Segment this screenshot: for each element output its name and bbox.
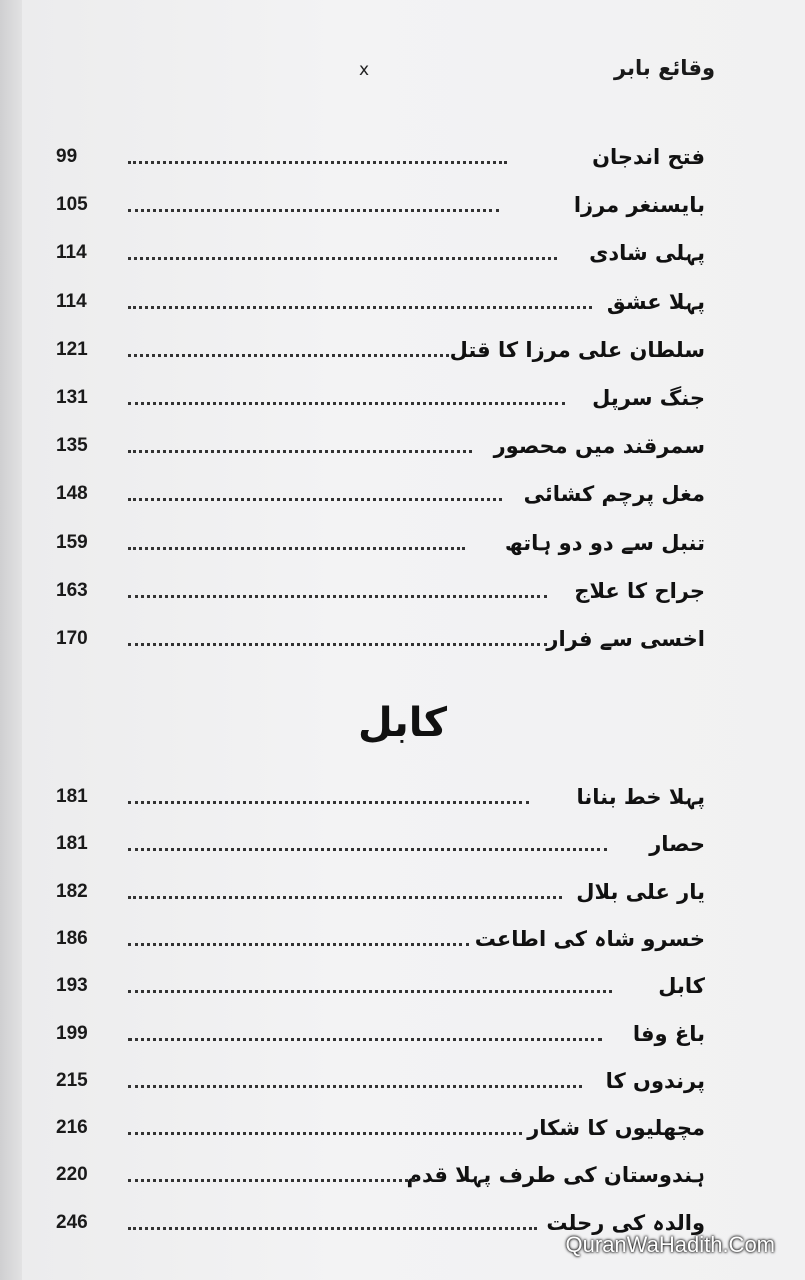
section-heading: کابل: [357, 700, 447, 746]
toc-page-number: 121: [56, 338, 88, 360]
toc-leader-dots: [128, 848, 607, 851]
toc-leader-dots: [128, 257, 557, 260]
toc-entry: [0, 614, 805, 654]
toc-page-number: 182: [56, 880, 88, 902]
toc-page-number: 215: [56, 1069, 88, 1091]
toc-leader-dots: [128, 595, 547, 598]
toc-leader-dots: [128, 643, 547, 646]
toc-entry: [0, 1009, 805, 1049]
toc-page-number: 131: [56, 387, 88, 408]
toc-page-number: 181: [56, 833, 88, 855]
running-header-title: وقائع بابر: [614, 56, 715, 80]
toc-leader-dots: [128, 161, 507, 164]
toc-entry: [0, 772, 805, 812]
toc-entry-title: تنبل سے دو دو ہاتھ: [504, 530, 705, 555]
toc-entry-title: جنگ سرپل: [592, 386, 705, 410]
toc-entry-title: پہلی شادی: [589, 241, 705, 266]
toc-entry: [0, 277, 805, 317]
toc-page-number: 220: [56, 1164, 88, 1186]
toc-entry-title: جراح کا علاج: [574, 578, 705, 603]
toc-leader-dots: [128, 306, 592, 309]
toc-entry-title: یار علی بلال: [576, 879, 705, 904]
toc-entry: [0, 566, 805, 606]
toc-leader-dots: [128, 450, 472, 453]
toc-entry: [0, 1056, 805, 1096]
toc-entry-title: باغ وفا: [632, 1021, 705, 1046]
toc-entry: [0, 518, 805, 558]
toc-entry-title: پہلا عشق: [606, 289, 705, 314]
page-number: x: [359, 60, 370, 80]
toc-entry-title: حصار: [649, 832, 705, 857]
toc-entry-title: اخسی سے فرار: [546, 627, 705, 651]
toc-entry-title: خسرو شاہ کی اطاعت: [474, 926, 705, 951]
toc-page-number: 199: [56, 1022, 88, 1044]
toc-entry: [0, 421, 805, 461]
toc-page-number: 135: [56, 435, 88, 457]
toc-entry: [0, 1103, 805, 1143]
toc-page-number: 246: [56, 1211, 88, 1233]
toc-entry: [0, 373, 805, 413]
toc-page-number: 99: [56, 146, 78, 167]
toc-leader-dots: [128, 990, 612, 993]
toc-entry-title: سمرقند میں محصور: [493, 434, 705, 459]
toc-page-number: 186: [56, 927, 88, 949]
toc-leader-dots: [128, 354, 449, 357]
toc-entry: [0, 819, 805, 859]
toc-page-number: 159: [56, 531, 88, 553]
toc-leader-dots: [128, 943, 469, 946]
toc-entry: [0, 1150, 805, 1190]
toc-entry-title: پرندوں کا: [605, 1068, 705, 1093]
toc-page-number: 163: [56, 579, 88, 601]
toc-entry-title: بایسنغر مرزا: [573, 193, 705, 218]
toc-entry: [0, 914, 805, 954]
toc-entry-title: ہندوستان کی طرف پہلا قدم: [406, 1163, 705, 1188]
toc-page-number: 216: [56, 1117, 88, 1139]
toc-page-number: 105: [56, 194, 88, 216]
toc-leader-dots: [128, 402, 565, 405]
toc-entry: [0, 325, 805, 365]
toc-leader-dots: [128, 547, 465, 550]
toc-page-number: 114: [56, 290, 87, 312]
toc-entry-title: سلطان علی مرزا کا قتل: [449, 337, 705, 362]
toc-page-number: 181: [56, 786, 88, 807]
toc-entry-title: والدہ کی رحلت: [546, 1210, 705, 1235]
toc-leader-dots: [128, 498, 502, 501]
watermark: QuranWaHadith.Com: [565, 1232, 775, 1257]
toc-leader-dots: [128, 209, 499, 212]
toc-entry: [0, 469, 805, 509]
toc-page-number: 170: [56, 628, 88, 649]
toc-leader-dots: [128, 1085, 582, 1088]
toc-leader-dots: [128, 1179, 415, 1182]
toc-entry-title: کابل: [658, 974, 705, 999]
toc-entry-title: مچھلیوں کا شکار: [527, 1116, 705, 1141]
toc-leader-dots: [128, 1132, 522, 1135]
toc-entry-title: پہلا خط بنانا: [576, 785, 705, 809]
toc-entry-title: مغل پرچم کشائی: [523, 482, 705, 507]
toc-leader-dots: [128, 1227, 537, 1230]
toc-entry: [0, 228, 805, 268]
toc-leader-dots: [128, 1038, 602, 1041]
toc-entry: [0, 132, 805, 172]
toc-entry: [0, 867, 805, 907]
toc-entry: [0, 180, 805, 220]
toc-leader-dots: [128, 896, 562, 899]
toc-entry-title: فتح اندجان: [592, 145, 705, 169]
toc-page-number: 193: [56, 975, 88, 997]
toc-leader-dots: [128, 801, 529, 804]
toc-page-number: 148: [56, 483, 88, 505]
toc-entry: [0, 961, 805, 1001]
toc-page-number: 114: [56, 242, 87, 264]
